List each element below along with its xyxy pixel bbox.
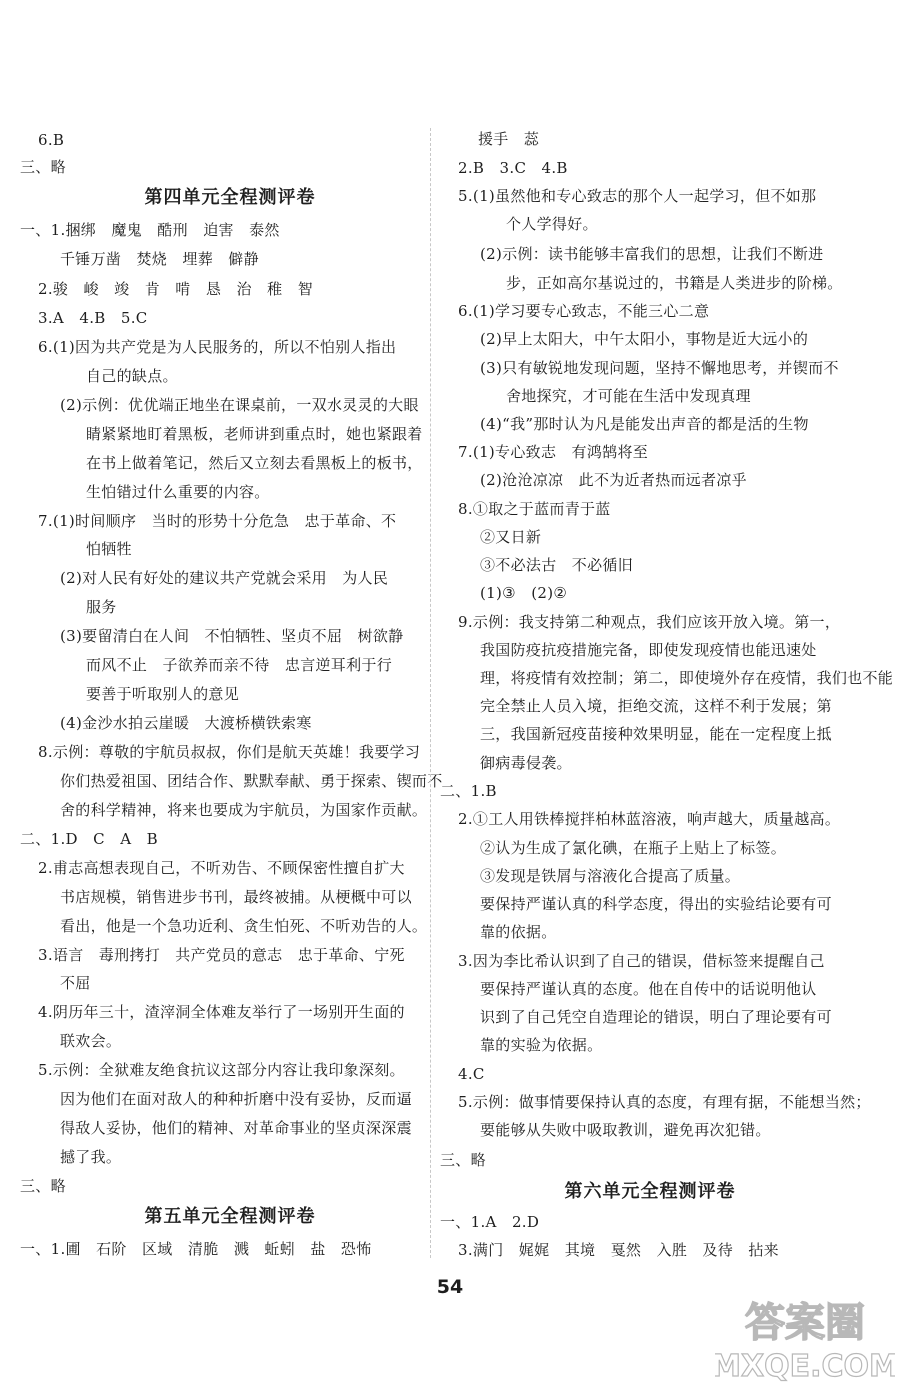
section-heading: 第五单元全程测评卷 [144, 1206, 316, 1227]
answer-line: 一、1.A 2.D [440, 1213, 540, 1231]
answer-line: 7.(1)专心致志 有鸿鹄将至 [458, 443, 649, 461]
answer-line: 援手 蕊 [478, 130, 540, 148]
answer-line: 你们热爱祖国、团结合作、默默奉献、勇于探索、锲而不 [60, 772, 443, 790]
page-number: 54 [436, 1276, 464, 1298]
answer-line: 怕牺牲 [86, 540, 132, 558]
answer-line: 5.示例：全狱难友绝食抗议这部分内容让我印象深刻。 [38, 1061, 405, 1079]
answer-line: 一、1.捆绑 魔鬼 酷刑 迫害 泰然 [20, 221, 280, 239]
answer-line: (3)要留清白在人间 不怕牺牲、坚贞不屈 树欲静 [60, 627, 404, 645]
answer-line: 理，将疫情有效控制；第二，即使境外存在疫情，我们也不能 [480, 669, 894, 687]
answer-line: 而风不止 子欲养而亲不待 忠言逆耳利于行 [86, 656, 393, 674]
answer-line: 3.语言 毒刑拷打 共产党员的意志 忠于革命、宁死 [38, 946, 405, 964]
answer-line: ③发现是铁屑与溶液化合提高了质量。 [480, 867, 741, 885]
answer-line: 三、略 [440, 1151, 486, 1169]
answer-line: (4)金沙水拍云崖暖 大渡桥横铁索寒 [60, 714, 312, 732]
answer-line: 联欢会。 [60, 1032, 122, 1050]
answer-line: 6.(1)学习要专心致志，不能三心二意 [458, 302, 710, 320]
answer-line: 得敌人妥协，他们的精神、对革命事业的坚贞深深震 [60, 1119, 412, 1137]
answer-line: 要保持严谨认真的科学态度，得出的实验结论要有可 [480, 895, 832, 913]
answer-line: 3.因为李比希认识到了自己的错误，借标签来提醒自己 [458, 952, 825, 970]
answer-line: (2)沧沧凉凉 此不为近者热而远者凉乎 [480, 471, 747, 489]
answer-line: 完全禁止人员入境，拒绝交流，这样不利于发展；第 [480, 697, 832, 715]
answer-line: 自己的缺点。 [86, 367, 178, 385]
answer-line: 舍地探究，才可能在生活中发现真理 [506, 387, 751, 405]
answer-line: 一、1.圃 石阶 区域 清脆 溅 蚯蚓 盐 恐怖 [20, 1240, 372, 1258]
answer-line: 在书上做着笔记，然后又立刻去看黑板上的板书， [86, 454, 423, 472]
answer-line: 6.B [38, 131, 65, 149]
answer-line: 要能够从失败中吸取教训，避免再次犯错。 [480, 1121, 771, 1139]
answer-line: 9.示例：我支持第二种观点，我们应该开放入境。第一， [458, 613, 841, 631]
watermark-url: MXQE.COM [715, 1349, 895, 1384]
answer-line: 8.示例：尊敬的宇航员叔叔，你们是航天英雄！我要学习 [38, 743, 421, 761]
answer-line: 二、1.D C A B [20, 830, 158, 848]
answer-line: 我国防疫抗疫措施完备，即使发现疫情也能迅速处 [480, 641, 817, 659]
section-heading: 第六单元全程测评卷 [564, 1181, 736, 1202]
answer-line: 3.满门 娓娓 其境 戛然 入胜 及待 拈来 [458, 1241, 779, 1259]
answer-line: 5.(1)虽然他和专心致志的那个人一起学习，但不如那 [458, 187, 817, 205]
answer-line: 2.骏 峻 竣 肯 啃 恳 治 稚 智 [38, 280, 314, 298]
answer-line: 4.阴历年三十，渣滓洞全体难友举行了一场别开生面的 [38, 1003, 405, 1021]
answer-line: 2.B 3.C 4.B [458, 159, 568, 177]
answer-line: ②又日新 [480, 528, 542, 546]
answer-line: (2)示例：优优端正地坐在课桌前，一双水灵灵的大眼 [60, 396, 419, 414]
answer-line: 7.(1)时间顺序 当时的形势十分危急 忠于革命、不 [38, 512, 397, 530]
answer-line: 要善于听取别人的意见 [86, 685, 240, 703]
watermark-graphic [715, 1290, 895, 1385]
answer-line: 二、1.B [440, 782, 497, 800]
answer-line: 三、略 [20, 158, 66, 176]
answer-line: 个人学得好。 [506, 215, 598, 233]
answer-line: (3)只有敏锐地发现问题，坚持不懈地思考，并锲而不 [480, 359, 839, 377]
answer-line: (2)示例：读书能够丰富我们的思想，让我们不断进 [480, 245, 824, 263]
answer-line: 三，我国新冠疫苗接种效果明显，能在一定程度上抵 [480, 725, 832, 743]
answer-line: 6.(1)因为共产党是为人民服务的，所以不怕别人指出 [38, 338, 397, 356]
answer-line: 御病毒侵袭。 [480, 754, 572, 772]
answer-line: 睛紧紧地盯着黑板，老师讲到重点时，她也紧跟着 [86, 425, 423, 443]
answer-line: 撼了我。 [60, 1148, 122, 1166]
answer-line: 生怕错过什么重要的内容。 [86, 483, 270, 501]
answer-line: 5.示例：做事情要保持认真的态度，有理有据，不能想当然； [458, 1093, 871, 1111]
section-heading: 第四单元全程测评卷 [144, 187, 316, 208]
answer-line: 3.A 4.B 5.C [38, 309, 148, 327]
answer-line: 服务 [86, 598, 117, 616]
answer-line: 书店规模，销售进步书刊，最终被捕。从梗概中可以 [60, 888, 412, 906]
answer-line: 舍的科学精神，将来也要成为宇航员，为国家作贡献。 [60, 801, 428, 819]
answer-line: 靠的依据。 [480, 923, 557, 941]
answer-line: 不屈 [60, 974, 91, 992]
answer-line: (2)对人民有好处的建议共产党就会采用 为人民 [60, 569, 389, 587]
watermark-title: 答案圈 [745, 1300, 865, 1346]
answer-line: 看出，他是一个急功近利、贪生怕死、不听劝告的人。 [60, 917, 428, 935]
answer-line: (1)③ (2)② [480, 584, 568, 602]
watermark-logo [715, 1290, 895, 1389]
column-divider [430, 128, 431, 1258]
answer-line: 2.①工人用铁棒搅拌柏林蓝溶液，响声越大，质量越高。 [458, 810, 841, 828]
answer-line: 千锤万凿 焚烧 埋葬 僻静 [60, 250, 259, 268]
answer-line: 4.C [458, 1065, 485, 1083]
answer-line: 识到了自己凭空自造理论的错误，明白了理论要有可 [480, 1008, 832, 1026]
answer-line: (2)早上太阳大，中午太阳小，事物是近大远小的 [480, 330, 809, 348]
answer-line: 8.①取之于蓝而青于蓝 [458, 500, 611, 518]
answer-line: 因为他们在面对敌人的种种折磨中没有妥协，反而逼 [60, 1090, 412, 1108]
answer-line: 靠的实验为依据。 [480, 1036, 603, 1054]
answer-line: 步，正如高尔基说过的，书籍是人类进步的阶梯。 [506, 274, 843, 292]
answer-line: ③不必法古 不必循旧 [480, 556, 634, 574]
answer-line: (4)“我”那时认为凡是能发出声音的都是活的生物 [480, 415, 809, 433]
answer-line: ②认为生成了氯化碘，在瓶子上贴上了标签。 [480, 839, 787, 857]
answer-line: 2.甫志高想表现自己，不听劝告、不顾保密性擅自扩大 [38, 859, 405, 877]
answer-line: 要保持严谨认真的态度。他在自传中的话说明他认 [480, 980, 817, 998]
answer-line: 三、略 [20, 1177, 66, 1195]
